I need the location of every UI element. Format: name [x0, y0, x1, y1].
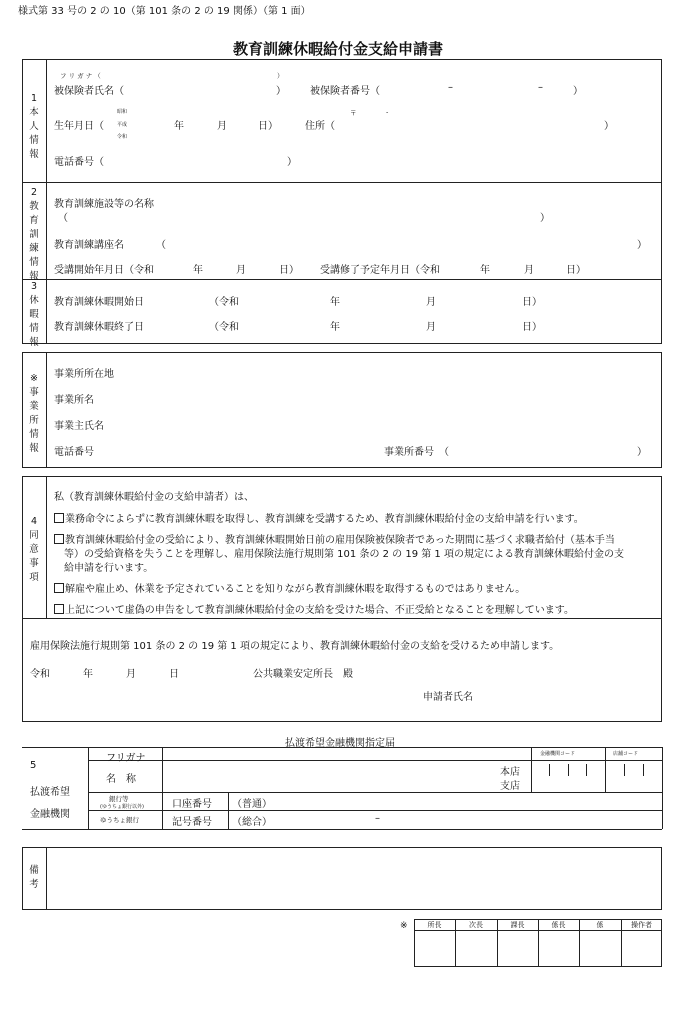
course-name-label: 教育訓練講座名 — [54, 240, 124, 251]
consent-side-label: 4 同 意 事 項 — [29, 516, 39, 583]
section3-side-label: 3 休 暇 情 報 — [29, 281, 39, 348]
phone-close: ） — [287, 157, 297, 168]
consent-bottom-divider — [22, 618, 662, 619]
application-era: 令和 — [30, 669, 50, 680]
office-number-close: ） — [637, 447, 647, 458]
leave-start-year: 年 — [330, 297, 340, 308]
postal-dash: - — [386, 108, 389, 116]
office-use-col-staff: 係 — [596, 921, 604, 929]
era-reiwa: 令和 — [117, 134, 128, 140]
remarks-label: 備 考 — [29, 865, 39, 890]
application-year: 年 — [83, 669, 93, 680]
employer-side-label: ※ 事 業 所 情 報 — [29, 373, 39, 454]
employer-info-box — [22, 352, 662, 468]
inst-code-tick-1 — [549, 764, 550, 776]
leave-start-month: 月 — [426, 297, 436, 308]
office-number-label: 事業所番号 （ — [384, 447, 449, 458]
bank-side-number: 5 — [30, 760, 37, 771]
bank-right-line — [662, 747, 663, 829]
bank-side-label-2: 金融機関 — [30, 809, 70, 820]
application-statement: 雇用保険法施行規則第 101 条の 2 の 19 第 1 項の規定により、教育訓練休暇給付金の支給を受けるため申請します。 — [30, 641, 560, 652]
furigana-label: フ リ ガ ナ （ — [60, 72, 101, 80]
consent-item-2-line-2: 等）の受給資格を失うことを理解し、雇用保険法施行規則第 101 条の 2 の 19 第 1 項の規定による教育訓練休暇給付金の支 — [64, 549, 624, 560]
insured-number-close: ） — [573, 86, 583, 97]
symbol-dash: – — [375, 813, 380, 824]
course-start-day: 日） — [279, 265, 299, 276]
office-use-col-deputy: 次長 — [469, 921, 483, 929]
employer-side-divider — [46, 352, 47, 468]
leave-start-day: 日） — [522, 297, 542, 308]
branch-code-label: 店舗コード — [613, 751, 639, 757]
course-start-label: 受講開始年月日（令和 — [54, 265, 154, 276]
consent-item-2-line-3: 給申請を行います。 — [64, 563, 154, 574]
institution-code-label: 金融機関コード — [540, 751, 576, 757]
birth-month-label: 月 — [217, 121, 227, 132]
postal-mark: 〒 — [350, 109, 357, 117]
branch-code-tick-2 — [643, 764, 644, 776]
consent-checkbox-4[interactable] — [54, 604, 64, 614]
remarks-box — [22, 847, 662, 910]
employer-name-label: 事業主氏名 — [54, 421, 104, 432]
insured-number-label: 被保険者番号（ — [310, 86, 380, 97]
section-divider-1 — [22, 182, 662, 183]
course-start-month: 月 — [236, 265, 246, 276]
furigana-close: ） — [277, 72, 284, 80]
insured-name-close: ） — [276, 86, 286, 97]
symbol-type: （総合） — [232, 817, 272, 828]
office-name-label: 事業所名 — [54, 395, 94, 406]
consent-item-4: 上記について虚偽の申告をして教育訓練休暇給付金の支給を受けた場合、不正受給となることを理解しています。 — [54, 601, 574, 616]
bank-code-left-line — [531, 747, 532, 792]
course-end-year: 年 — [480, 265, 490, 276]
birth-year-label: 年 — [174, 121, 184, 132]
course-end-month: 月 — [524, 265, 534, 276]
bank-name-line — [88, 792, 662, 793]
form-title: 教育訓練休暇給付金支給申請書 — [233, 40, 444, 58]
symbol-number-label: 記号番号 — [172, 817, 212, 828]
office-phone-label: 電話番号 — [54, 447, 94, 458]
insured-name-label: 被保険者氏名（ — [54, 86, 124, 97]
facility-name-close: ） — [540, 213, 550, 224]
bank-top-line — [22, 747, 662, 748]
birthdate-label: 生年月日（ — [54, 121, 104, 132]
branch-code-tick-1 — [624, 764, 625, 776]
consent-item-2: 教育訓練休暇給付金の受給により、教育訓練休暇開始日前の雇用保険被保険者であった期間に基づく求職者給付（基本手当 — [54, 531, 615, 546]
leave-start-era: （令和 — [209, 297, 239, 308]
consent-item-1: 業務命令によらずに教育訓練休暇を取得し、教育訓練を受講するため、教育訓練休暇給付金の支給申請を行います。 — [54, 510, 584, 525]
consent-side-divider — [46, 476, 47, 618]
bank-code-mid-line — [605, 747, 606, 792]
course-end-label: 受講修了予定年月日（令和 — [320, 265, 440, 276]
consent-checkbox-2[interactable] — [54, 534, 64, 544]
address-close: ） — [604, 121, 614, 132]
course-end-day: 日） — [566, 265, 586, 276]
consent-checkbox-3[interactable] — [54, 583, 64, 593]
section1-side-label: 1 本 人 情 報 — [29, 93, 39, 160]
office-address-label: 事業所所在地 — [54, 369, 114, 380]
office-use-col-unit-chief: 係長 — [551, 921, 566, 929]
side-label-divider — [46, 59, 47, 344]
leave-end-year: 年 — [330, 322, 340, 333]
era-heisei: 平成 — [117, 122, 128, 128]
remarks-side-divider — [46, 847, 47, 910]
office-use-col-operator: 操作者 — [631, 921, 652, 929]
bank-type-note: (ゆうちょ銀行以外) — [100, 804, 144, 810]
insured-number-dash-1: – — [448, 82, 453, 93]
yucho-label: ゆうちょ銀行 — [100, 816, 139, 824]
addressee: 公共職業安定所長 殿 — [253, 669, 353, 680]
bank-furigana-line — [88, 760, 531, 761]
account-number-label: 口座番号 — [172, 799, 212, 810]
bank-furigana-label: フリガナ — [106, 753, 146, 764]
address-label: 住所（ — [305, 121, 335, 132]
main-branch-label: 本店 — [500, 767, 520, 778]
course-name-close: ） — [637, 240, 647, 251]
applicant-name-label: 申請者氏名 — [423, 692, 473, 703]
bank-bottom-line — [22, 829, 662, 830]
account-type: （普通） — [232, 799, 272, 810]
consent-intro: 私（教育訓練休暇給付金の支給申請者）は、 — [54, 492, 254, 503]
application-month: 月 — [126, 669, 136, 680]
bank-account-divider — [228, 792, 229, 829]
facility-name-open: （ — [58, 213, 68, 224]
office-use-col-section-chief: 課長 — [510, 921, 525, 929]
facility-name-label: 教育訓練施設等の名称 — [54, 199, 154, 210]
section2-side-label: 2 教 育 訓 練 情 報 — [29, 187, 39, 282]
consent-checkbox-1[interactable] — [54, 513, 64, 523]
insured-number-dash-2: – — [538, 82, 543, 93]
leave-end-era: （令和 — [209, 322, 239, 333]
office-use-col-director: 所長 — [427, 921, 442, 929]
course-name-open: （ — [156, 240, 166, 251]
inst-code-tick-3 — [586, 764, 587, 776]
bank-account-line — [88, 810, 662, 811]
inst-code-tick-2 — [568, 764, 569, 776]
bank-name-label: 名 称 — [106, 774, 136, 785]
course-start-year: 年 — [193, 265, 203, 276]
bank-type-label: 銀行等 — [109, 795, 129, 803]
form-number: 様式第 33 号の 2 の 10（第 101 条の 2 の 19 関係）（第 1 面） — [18, 6, 311, 17]
bank-caption: 払渡希望金融機関指定届 — [285, 738, 395, 749]
phone-label: 電話番号（ — [54, 157, 104, 168]
office-use-mark: ※ — [400, 921, 408, 931]
leave-end-month: 月 — [426, 322, 436, 333]
branch-label: 支店 — [500, 781, 520, 792]
bank-code-header-line — [531, 760, 662, 761]
bank-side-label-1: 払渡希望 — [30, 787, 70, 798]
leave-end-label: 教育訓練休暇終了日 — [54, 322, 144, 333]
section-divider-2 — [22, 279, 662, 280]
era-showa: 昭和 — [117, 109, 128, 115]
application-day: 日 — [169, 669, 179, 680]
birth-day-label: 日） — [258, 121, 278, 132]
consent-item-3: 解雇や雇止め、休業を予定されていることを知りながら教育訓練休暇を取得するものではありません。 — [54, 580, 525, 595]
leave-start-label: 教育訓練休暇開始日 — [54, 297, 144, 308]
leave-end-day: 日） — [522, 322, 542, 333]
